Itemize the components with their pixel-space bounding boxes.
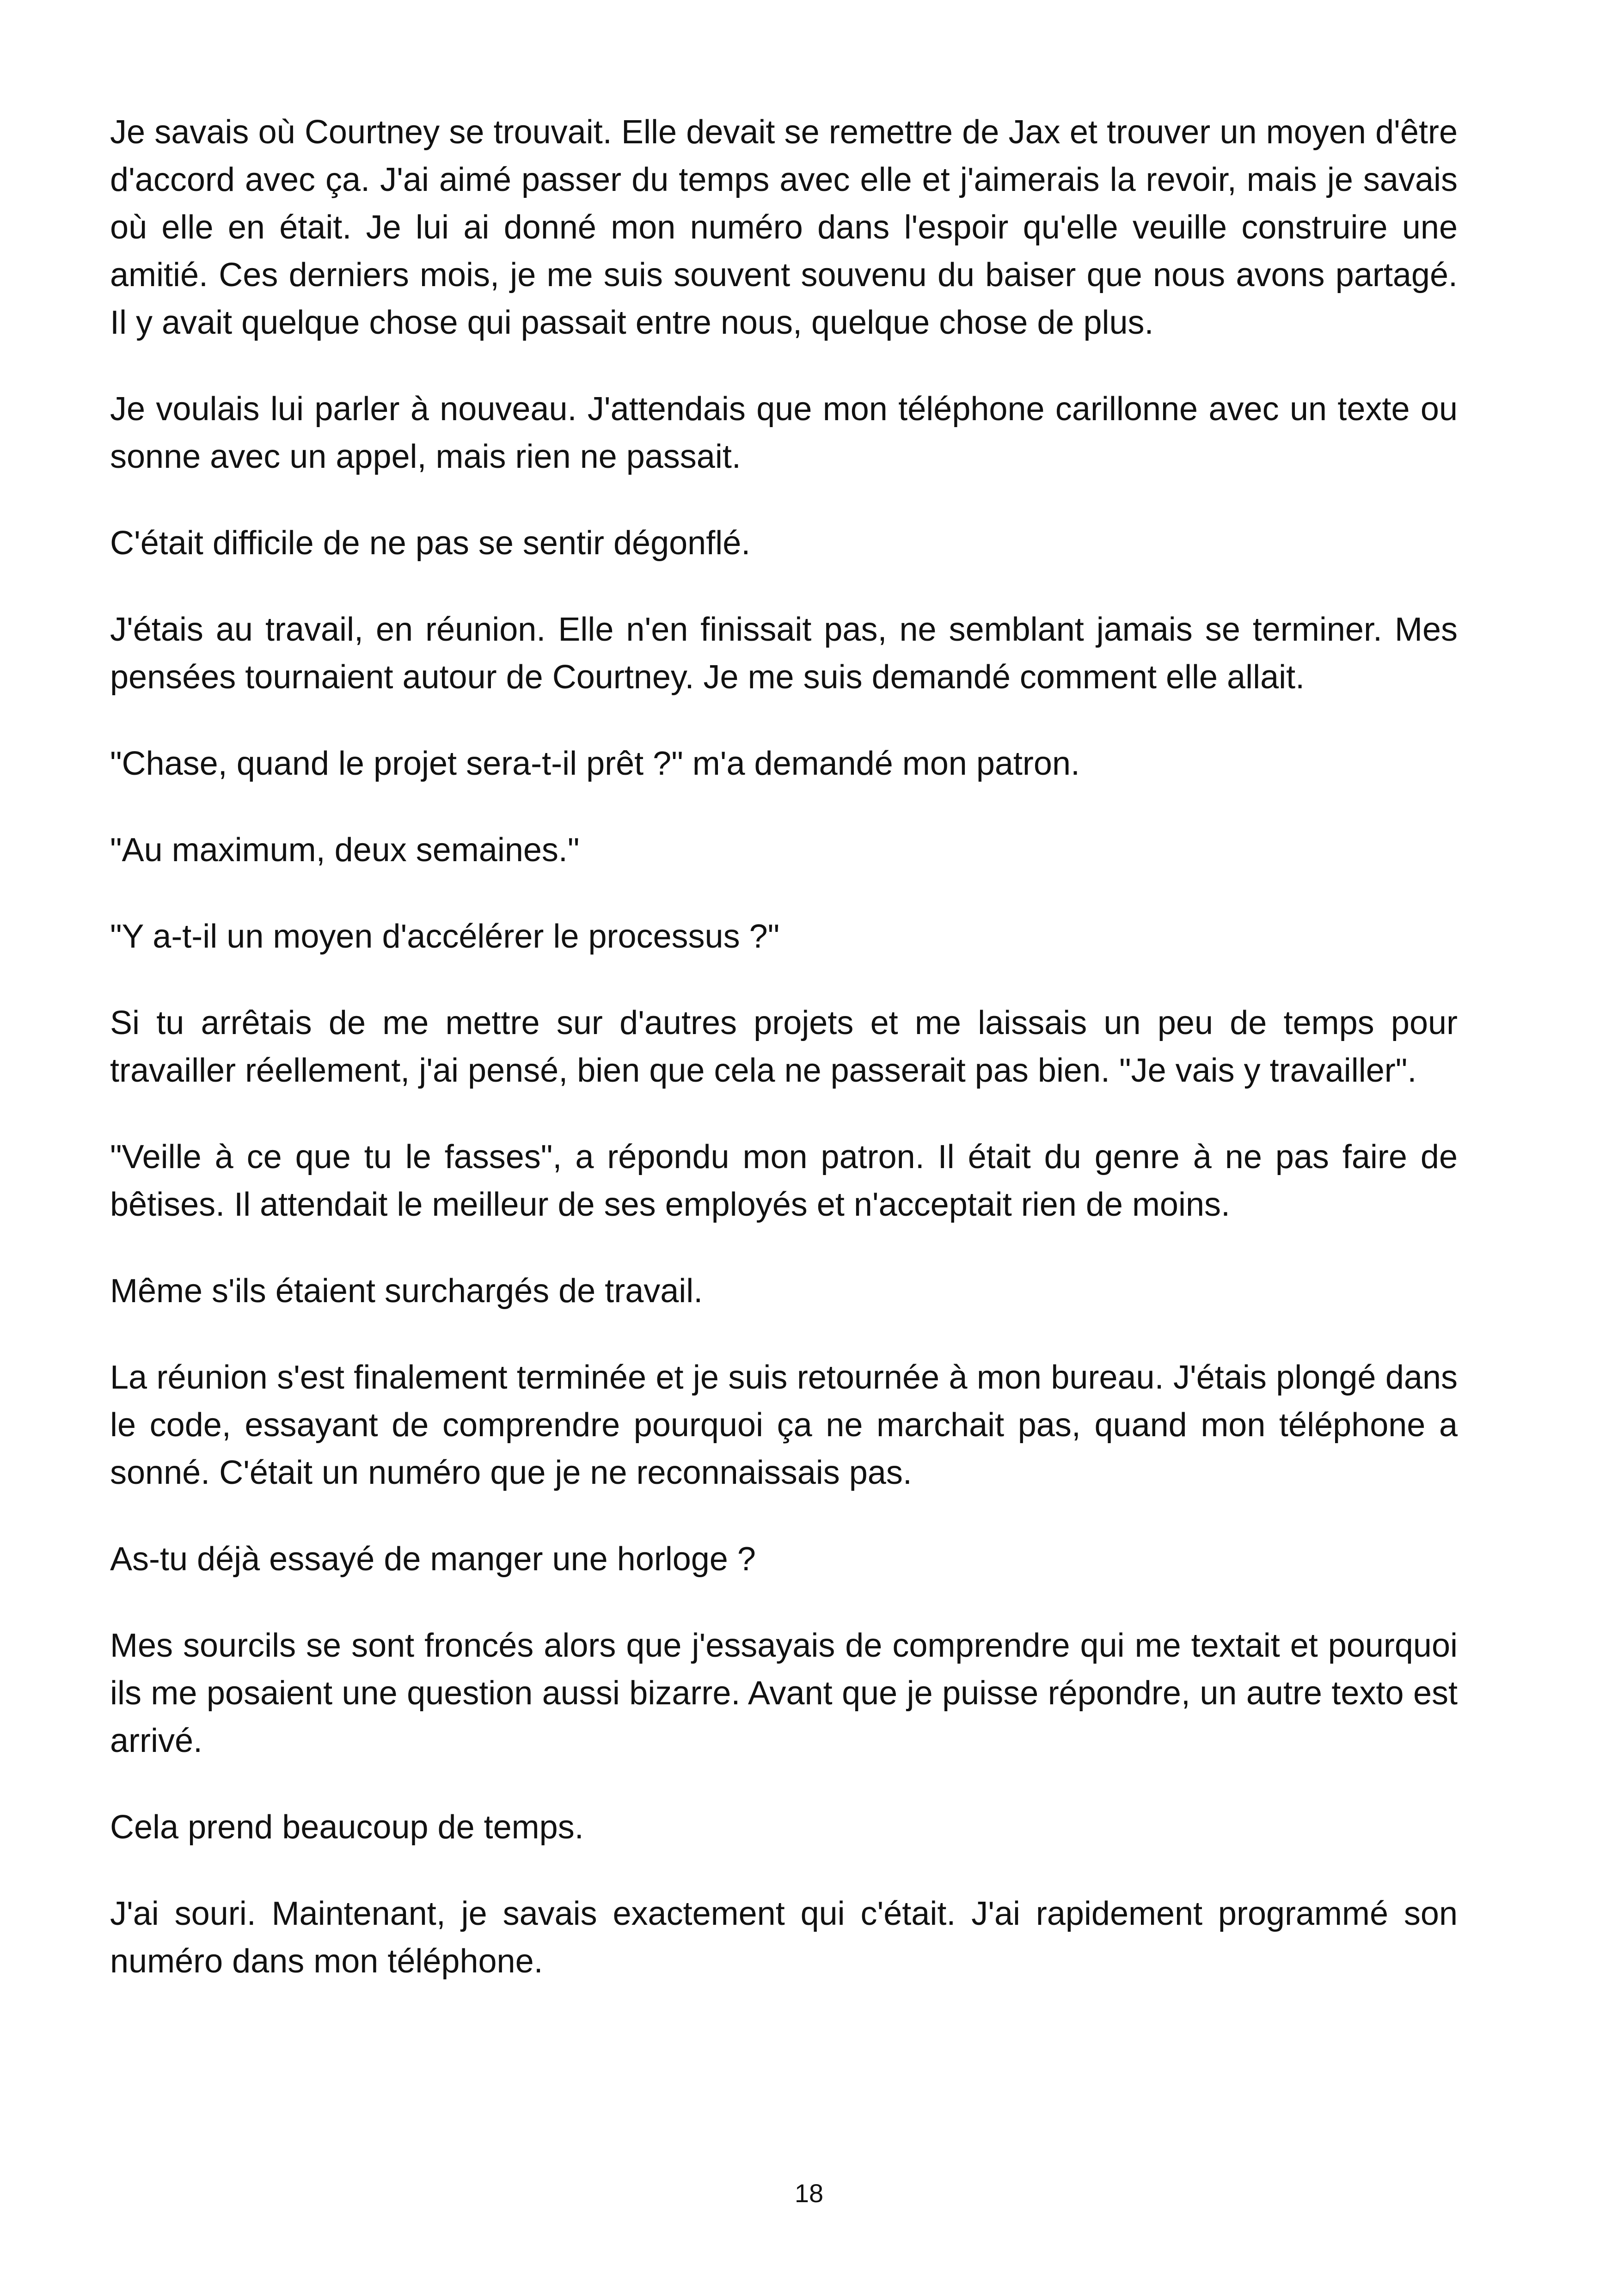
paragraph-6: "Au maximum, deux semaines.": [110, 832, 580, 869]
paragraph-9: "Veille à ce que tu le fasses", a répondu mon patron. Il était du genre à ne pas faire de bêtises. Il attendait le meilleur de ses employés et n'acceptait rien de moins.: [110, 1139, 1458, 1223]
paragraph-1: Je savais où Courtney se trouvait. Elle devait se remettre de Jax et trouver un moyen d'être d'accord avec ça. J'ai aimé passer du temps avec elle et j'aimerais la revoir, mais je savais où elle en était. Je lui ai donné mon numéro dans l'espoir qu'elle veuille construire une amitié. Ces derniers mois, je me suis souvent souvenu du baiser que nous avons partagé. Il y avait quelque chose qui passait entre nous, quelque chose de plus.: [110, 114, 1458, 341]
paragraph-13: Mes sourcils se sont froncés alors que j'essayais de comprendre qui me textait et pourquoi ils me posaient une question aussi bizarre. Avant que je puisse répondre, un autre texto est arrivé.: [110, 1627, 1458, 1759]
paragraph-10: Même s'ils étaient surchargés de travail.: [110, 1273, 703, 1310]
paragraph-4: J'étais au travail, en réunion. Elle n'en finissait pas, ne semblant jamais se terminer. Mes pensées tournaient autour de Courtney. Je me suis demandé comment elle allait.: [110, 611, 1458, 696]
paragraph-5: "Chase, quand le projet sera-t-il prêt ?" m'a demandé mon patron.: [110, 745, 1080, 782]
paragraph-15: J'ai souri. Maintenant, je savais exactement qui c'était. J'ai rapidement programmé son numéro dans mon téléphone.: [110, 1895, 1458, 1980]
paragraph-2: Je voulais lui parler à nouveau. J'attendais que mon téléphone carillonne avec un texte ou sonne avec un appel, mais rien ne passait.: [110, 391, 1458, 475]
page-body-text: [110, 109, 1458, 1985]
paragraph-7: "Y a-t-il un moyen d'accélérer le processus ?": [110, 918, 780, 955]
page-number: 18: [794, 2179, 824, 2208]
paragraph-3: C'était difficile de ne pas se sentir dégonflé.: [110, 525, 751, 562]
paragraph-11: La réunion s'est finalement terminée et je suis retournée à mon bureau. J'étais plongé dans le code, essayant de comprendre pourquoi ça ne marchait pas, quand mon téléphone a sonné. C'était un numéro que je ne reconnaissais pas.: [110, 1359, 1458, 1491]
paragraph-14: Cela prend beaucoup de temps.: [110, 1809, 584, 1846]
paragraph-12: As-tu déjà essayé de manger une horloge ?: [110, 1541, 756, 1578]
paragraph-8: Si tu arrêtais de me mettre sur d'autres projets et me laissais un peu de temps pour travailler réellement, j'ai pensé, bien que cela ne passerait pas bien. "Je vais y travailler".: [110, 1004, 1458, 1089]
